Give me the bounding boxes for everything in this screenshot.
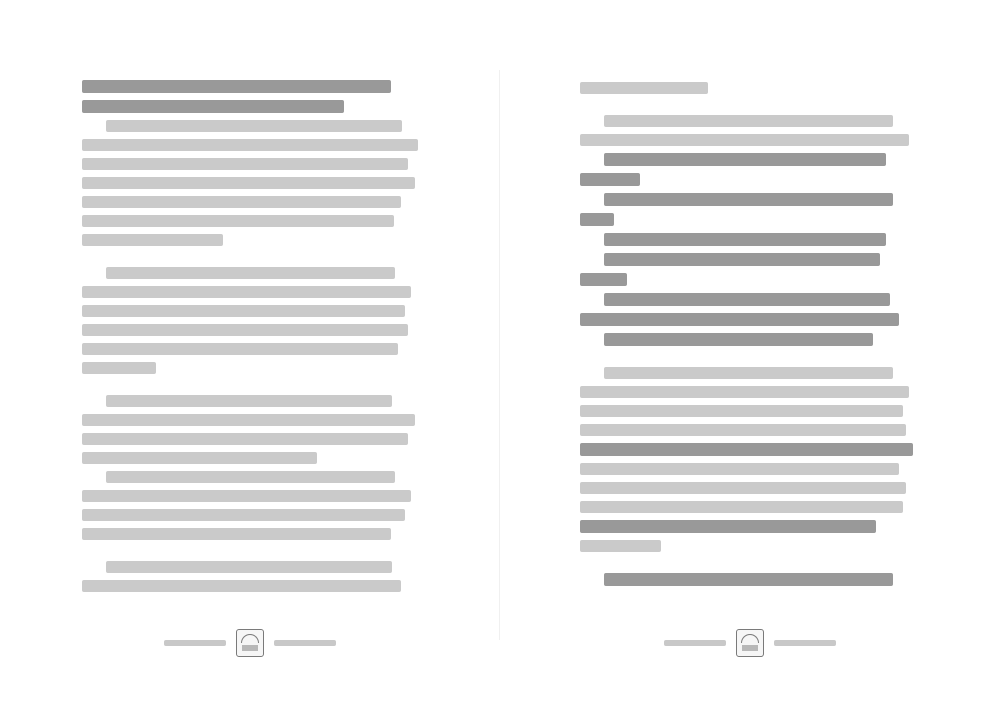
text-line <box>82 305 405 317</box>
text-line <box>82 286 411 298</box>
text-line <box>82 234 223 246</box>
text-line <box>580 273 627 286</box>
text-line <box>604 573 893 586</box>
footer-label <box>164 640 226 646</box>
text-line <box>580 173 640 186</box>
text-line <box>82 80 391 93</box>
text-line <box>82 177 415 189</box>
text-line <box>580 386 909 398</box>
right-text-column <box>580 82 916 593</box>
left-text-column <box>82 80 418 599</box>
text-line <box>604 233 886 246</box>
text-line <box>106 561 392 573</box>
text-line <box>82 139 418 151</box>
text-line <box>82 196 401 208</box>
text-line <box>82 580 401 592</box>
text-line <box>82 215 394 227</box>
text-line <box>604 333 873 346</box>
footer-label <box>664 640 726 646</box>
footer-label <box>274 640 336 646</box>
text-line <box>82 528 391 540</box>
right-page <box>500 0 1000 707</box>
text-line <box>82 100 344 113</box>
left-page-footer <box>0 626 500 660</box>
footer-label <box>774 640 836 646</box>
text-line <box>82 452 317 464</box>
text-line <box>604 115 893 127</box>
text-line <box>580 213 614 226</box>
text-line <box>82 362 156 374</box>
text-line <box>82 509 405 521</box>
text-line <box>82 490 411 502</box>
text-line <box>604 153 886 166</box>
text-line <box>82 343 398 355</box>
text-line <box>580 520 876 533</box>
text-line <box>604 193 893 206</box>
text-line <box>82 158 408 170</box>
text-line <box>106 395 392 407</box>
text-line <box>604 293 890 306</box>
text-line <box>82 324 408 336</box>
text-line <box>580 82 708 94</box>
right-page-footer <box>500 626 1000 660</box>
emblem-icon <box>236 629 264 657</box>
text-line <box>580 540 661 552</box>
text-line <box>580 405 903 417</box>
text-line <box>82 433 408 445</box>
text-line <box>580 134 909 146</box>
emblem-icon <box>736 629 764 657</box>
text-line <box>580 463 899 475</box>
text-line <box>106 267 395 279</box>
text-line <box>580 501 903 513</box>
text-line <box>580 424 906 436</box>
text-line <box>106 120 402 132</box>
text-line <box>580 443 913 456</box>
text-line <box>604 367 893 379</box>
text-line <box>106 471 395 483</box>
text-line <box>82 414 415 426</box>
text-line <box>580 313 899 326</box>
text-line <box>580 482 906 494</box>
text-line <box>604 253 880 266</box>
